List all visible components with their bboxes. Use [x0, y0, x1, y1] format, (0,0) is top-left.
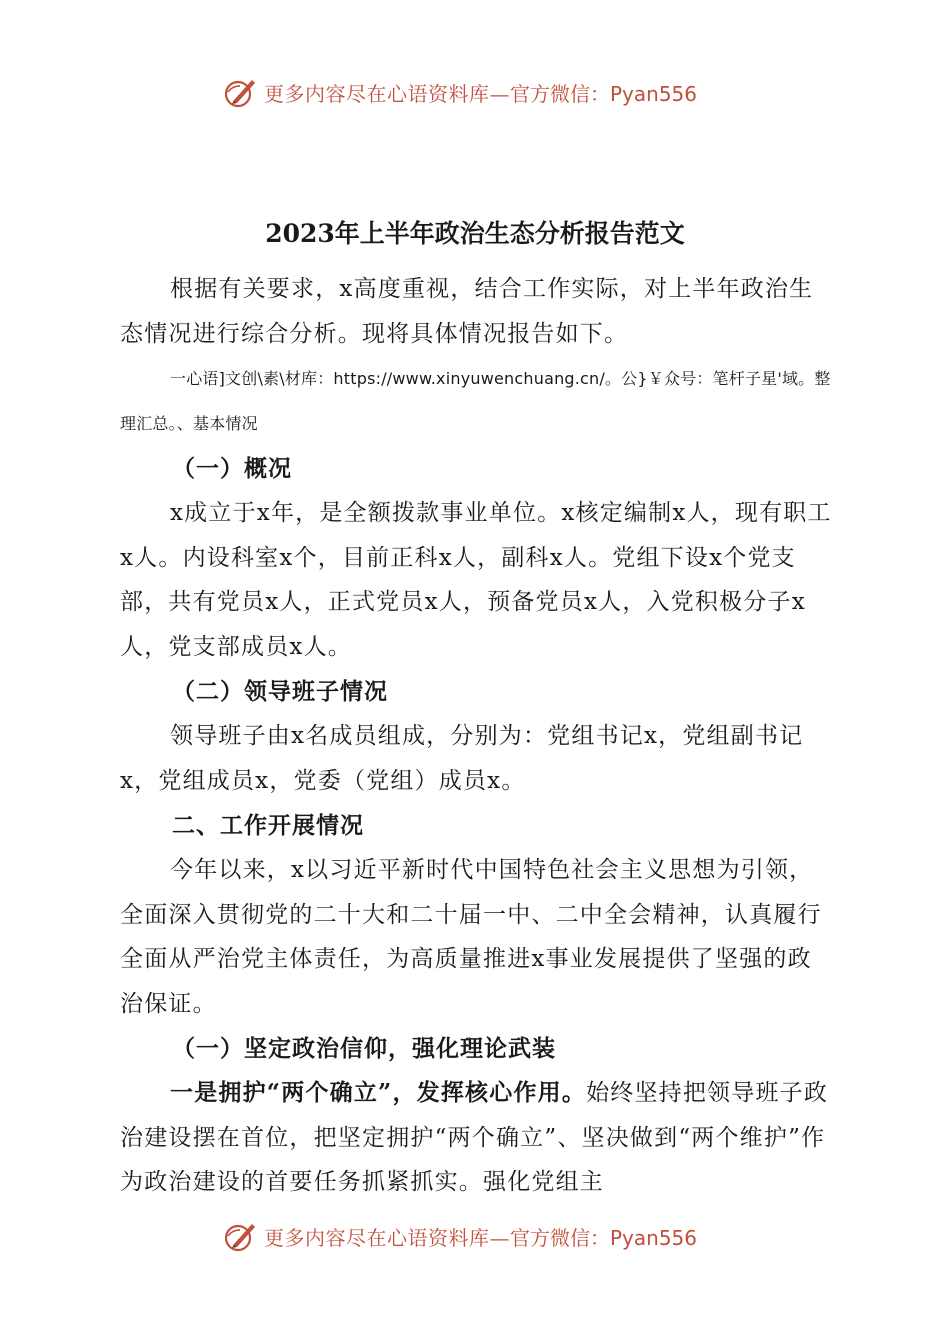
- quill-logo-icon: [222, 1218, 258, 1254]
- point-one-body: 始终坚持把领导班子政治建设摆在首位，把坚定拥护“两个确立”、坚决做到“两个维护”作为政治建设的首要任务抓紧抓实。强化党组主: [120, 1080, 829, 1195]
- heading-overview: （一）概况: [172, 455, 292, 482]
- overview-paragraph: x成立于x年，是全额拨款事业单位。x核定编制x人，现有职工x人。内设科室x个，目前正科x人，副科x人。党组下设x个党支部，共有党员x人，正式党员x人，预备党员x人，入党积极分子x人，党支部成员x人。: [120, 500, 832, 660]
- document-title: 2023年上半年政治生态分析报告范文: [265, 219, 685, 248]
- watermark-wechat: 官方微信：Pyan556: [510, 81, 698, 106]
- watermark-wechat: 官方微信：Pyan556: [510, 1225, 698, 1250]
- point-one-paragraph: [120, 1071, 832, 1205]
- heading-political-belief: （一）坚定政治信仰，强化理论武装: [172, 1035, 556, 1062]
- heading-leadership: （二）领导班子情况: [172, 678, 388, 705]
- watermark-text: 更多内容尽在心语资料库—: [264, 81, 510, 106]
- watermark-banner-bottom: [222, 1216, 697, 1256]
- point-one-lead: 一是拥护“两个确立”，发挥核心作用。: [170, 1079, 587, 1106]
- section-2-title: 二、工作开展情况: [172, 812, 364, 839]
- quill-logo-icon: [222, 74, 258, 110]
- watermark-text: 更多内容尽在心语资料库—: [264, 1225, 510, 1250]
- document-body: [120, 267, 832, 1205]
- work-paragraph: 今年以来，x以习近平新时代中国特色社会主义思想为引领，全面深入贯彻党的二十大和二十届一中、二中全会精神，认真履行全面从严治党主体责任，为高质量推进x事业发展提供了坚强的政治保证。: [120, 857, 822, 1017]
- intro-paragraph: 根据有关要求，x高度重视，结合工作实际，对上半年政治生态情况进行综合分析。现将具体情况报告如下。: [120, 276, 814, 347]
- leadership-paragraph: 领导班子由x名成员组成，分别为：党组书记x，党组副书记x，党组成员x，党委（党组）成员x。: [120, 723, 804, 794]
- watermark-banner-top: [222, 72, 697, 112]
- source-note: 一心语]文创\素\材库：https://www.xinyuwenchuang.cn/。公}￥众号：笔杆子星'域。整理汇总。、基本情况: [120, 369, 831, 433]
